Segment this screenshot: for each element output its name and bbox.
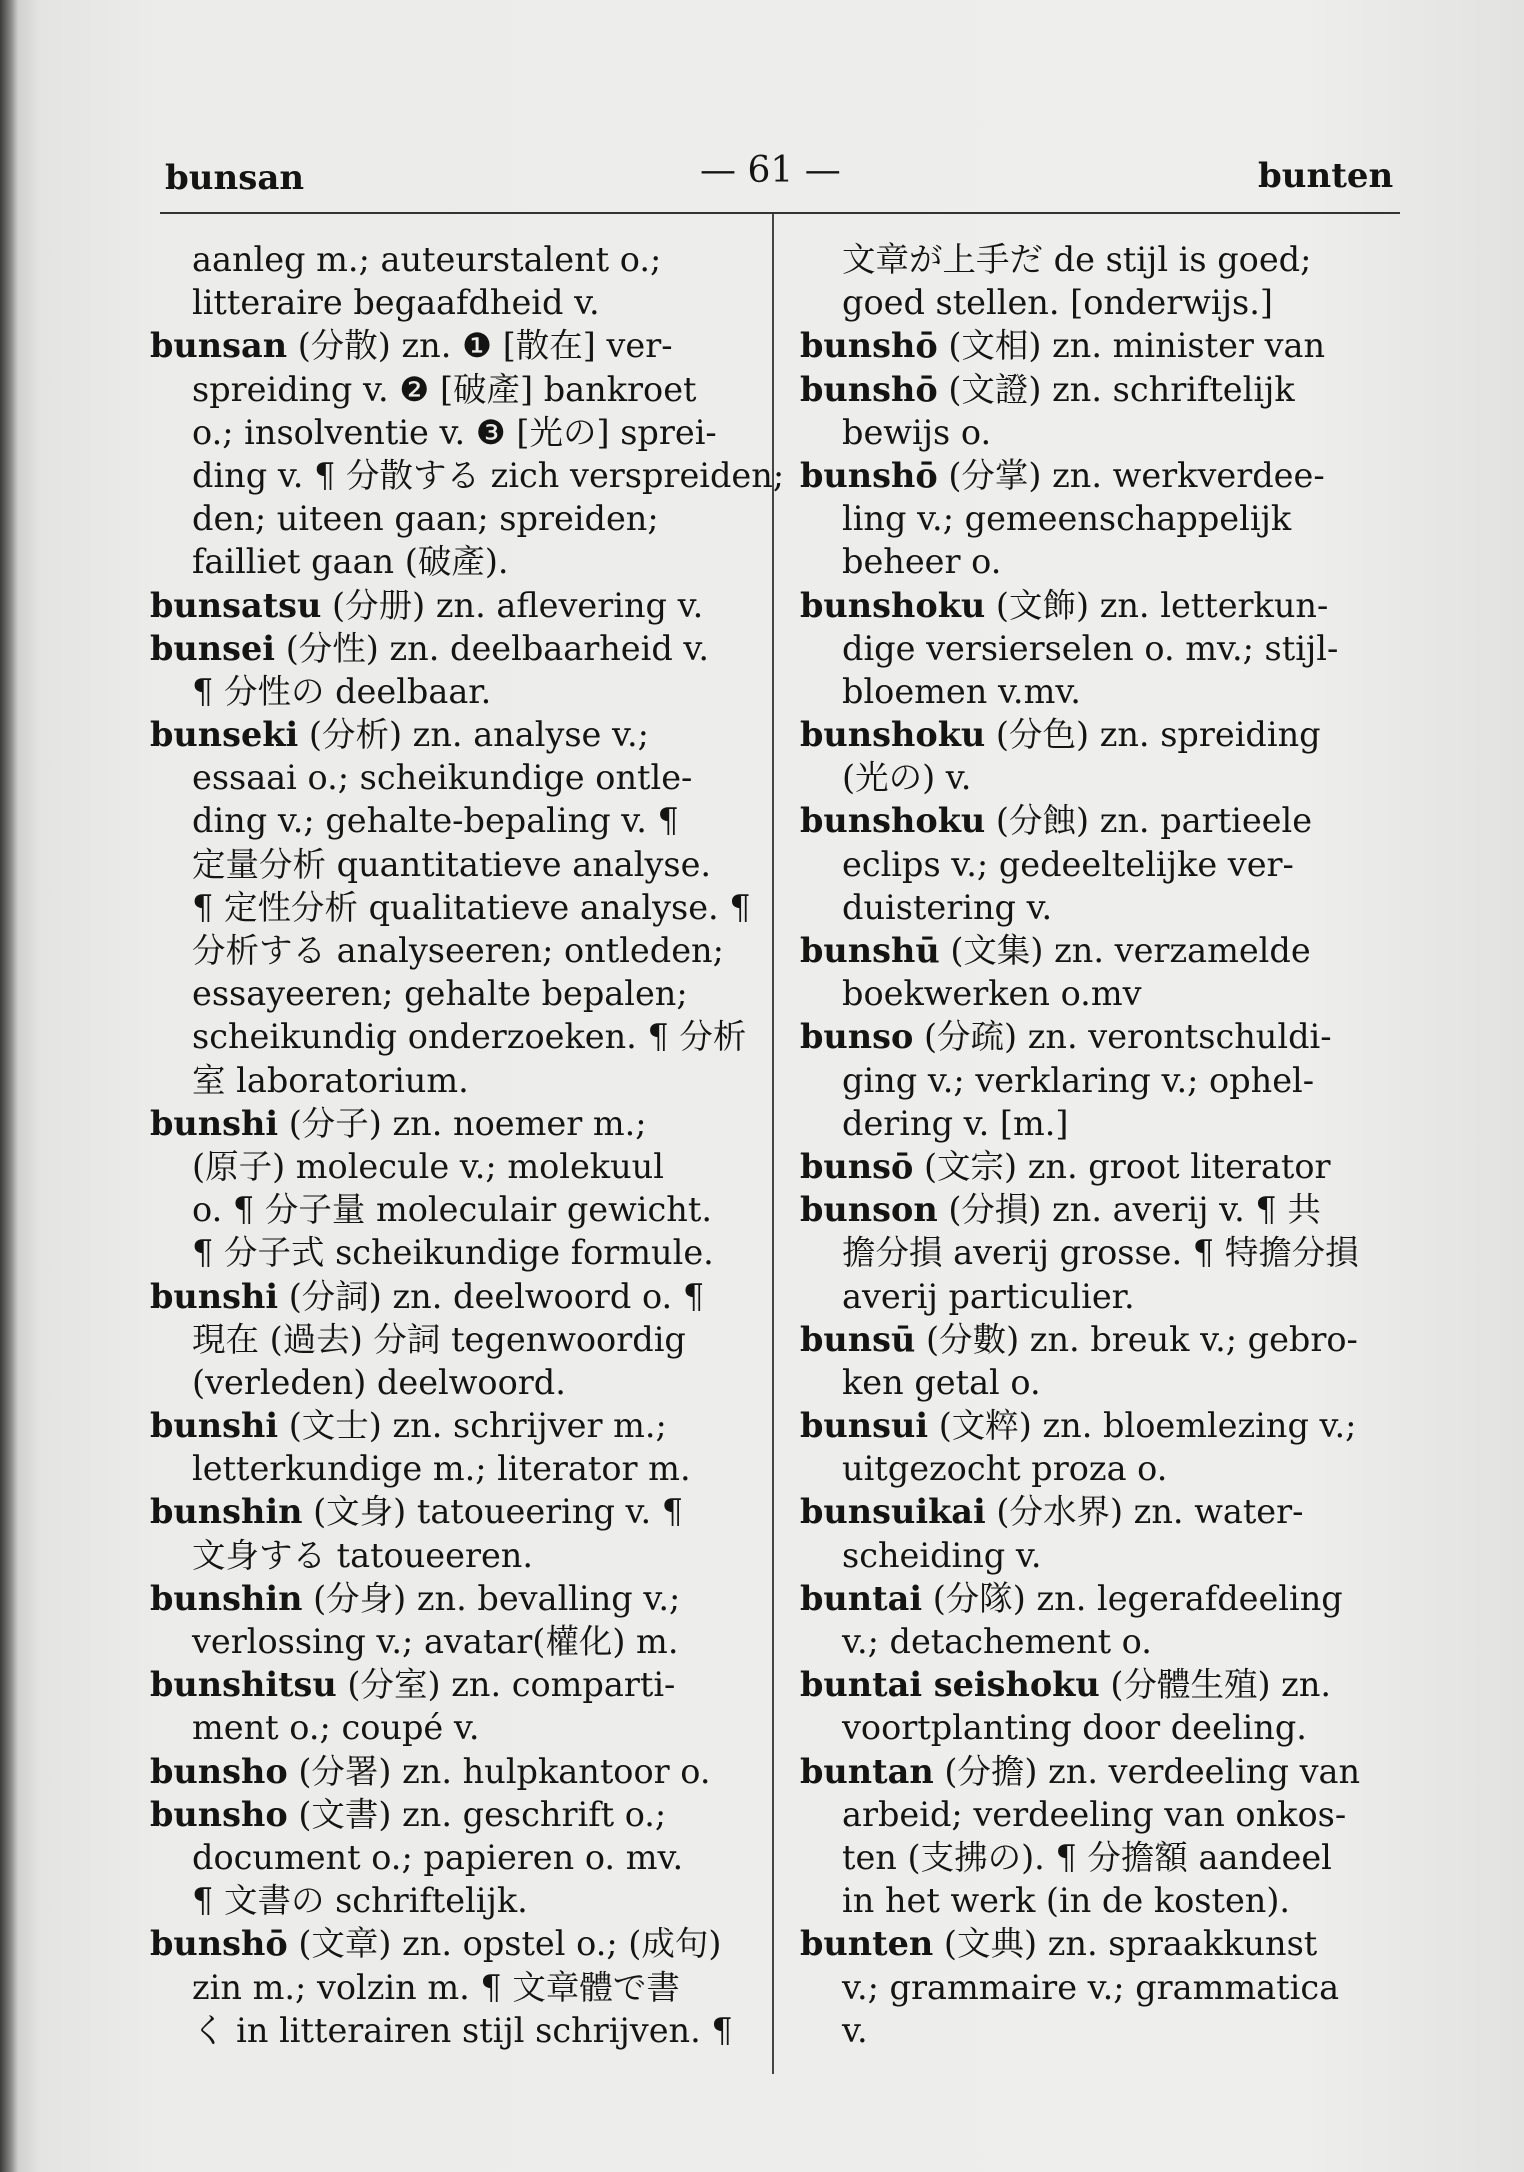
entry-continuation-line (800, 540, 1400, 583)
entry-text: 擔分損 averij grosse. ¶ 特擔分損 (842, 1233, 1359, 1273)
entry-text: ¶ 定性分析 qualitatieve analyse. ¶ (192, 887, 751, 927)
entry-headword: bunshoku (800, 801, 986, 841)
entry-line (150, 1275, 750, 1318)
entry-text: scheiding v. (842, 1535, 1042, 1575)
entry-line (150, 1490, 750, 1533)
right-running-headword: bunten (1258, 156, 1394, 196)
entry-text: (verleden) deelwoord. (192, 1362, 566, 1402)
entry-headword: bunshin (150, 1578, 303, 1618)
entry-text: (分損) zn. averij v. ¶ 共 (937, 1190, 1321, 1230)
entry-line (150, 584, 750, 627)
entry-text: (文身) tatoueering v. ¶ (302, 1492, 684, 1532)
entry-headword: bunsei (150, 628, 276, 668)
entry-text: bewijs o. (842, 412, 992, 452)
entry-headword: bunson (800, 1190, 938, 1230)
entry-line (800, 1750, 1400, 1793)
entry-text: verlossing v.; avatar(權化) m. (192, 1622, 679, 1661)
entry-headword: bunshō (150, 1924, 288, 1964)
entry-line (150, 1793, 750, 1836)
entry-text: 文章が上手だ de stijl is goed; (842, 240, 1312, 279)
entry-line (150, 324, 750, 367)
entry-line (800, 454, 1400, 497)
entry-text: (文相) zn. minister van (937, 326, 1326, 366)
entry-text: (文書) zn. geschrift o.; (287, 1794, 667, 1834)
entry-continuation-line (150, 497, 750, 540)
entry-text: (分散) zn. ❶ [散在] ver- (287, 326, 673, 366)
entry-text: ten (支拂の). ¶ 分擔額 aandeel (842, 1837, 1332, 1877)
entry-continuation-line (800, 1966, 1400, 2009)
entry-text: ding v.; gehalte-bepaling v. ¶ (192, 801, 679, 841)
entry-headword: bunshitsu (150, 1665, 337, 1705)
entry-text: essayeeren; gehalte bepalen; (192, 974, 688, 1014)
entry-line (150, 1663, 750, 1706)
entry-continuation-line (150, 1231, 750, 1274)
entry-line (800, 1490, 1400, 1533)
entry-line (150, 1750, 750, 1793)
entry-headword: bunsō (800, 1146, 914, 1186)
entry-continuation-line (150, 540, 750, 583)
entry-text: ging v.; verklaring v.; ophel- (842, 1060, 1315, 1100)
entry-text: (分身) zn. bevalling v.; (302, 1578, 681, 1618)
entry-text: boekwerken o.mv (842, 974, 1142, 1014)
entry-headword: bunshi (150, 1276, 279, 1316)
entry-headword: buntai (800, 1578, 923, 1618)
entry-line (800, 1404, 1400, 1447)
entry-text: v. (842, 2010, 868, 2050)
entry-headword: bunshō (800, 455, 938, 495)
entry-text: (分析) zn. analyse v.; (298, 715, 649, 755)
entry-text: 分析する analyseeren; ontleden; (192, 931, 724, 970)
entry-line (800, 368, 1400, 411)
entry-text: ¶ 分子式 scheikundige formule. (192, 1233, 714, 1273)
entry-continuation-line (800, 497, 1400, 540)
entry-headword: bunsan (150, 326, 288, 366)
entry-text: eclips v.; gedeeltelijke ver- (842, 844, 1294, 884)
entry-continuation-line (150, 1318, 750, 1361)
entry-line (800, 584, 1400, 627)
left-column (150, 238, 785, 2052)
entry-continuation-line (800, 411, 1400, 454)
entry-headword: bunsho (150, 1751, 288, 1791)
entry-text: dige versierselen o. mv.; stijl- (842, 628, 1339, 668)
entry-continuation-line (150, 1706, 750, 1749)
entry-text: v.; grammaire v.; grammatica (842, 1967, 1340, 2007)
entry-line (150, 1404, 750, 1447)
entry-text: (光の) v. (842, 758, 972, 798)
entry-continuation-line (800, 238, 1400, 281)
entry-text: く in litterairen stijl schrijven. ¶ (192, 2010, 733, 2050)
entry-text: den; uiteen gaan; spreiden; (192, 499, 659, 539)
entry-continuation-line (800, 1836, 1400, 1879)
entry-text: (分疏) zn. verontschuldi- (913, 1017, 1332, 1057)
entry-continuation-line (800, 1879, 1400, 1922)
entry-continuation-line (800, 281, 1400, 324)
entry-continuation-line (150, 1879, 750, 1922)
entry-line (800, 1188, 1400, 1231)
entry-text: v.; detachement o. (842, 1622, 1152, 1661)
entry-continuation-line (800, 1447, 1400, 1490)
entry-text: ling v.; gemeenschappelijk (842, 499, 1292, 539)
entry-headword: bunsū (800, 1319, 916, 1359)
entry-headword: bunshō (800, 369, 938, 409)
entry-continuation-line (800, 1620, 1400, 1663)
entry-text: (文證) zn. schriftelijk (937, 369, 1295, 409)
entry-continuation-line (800, 1793, 1400, 1836)
entry-headword: buntan (800, 1751, 934, 1791)
entry-continuation-line (800, 670, 1400, 713)
entry-line (800, 1663, 1400, 1706)
entry-text: dering v. [m.] (842, 1103, 1069, 1143)
entry-continuation-line (150, 1966, 750, 2009)
entry-continuation-line (800, 1275, 1400, 1318)
entry-text: (文典) zn. spraakkunst (933, 1924, 1318, 1964)
entry-continuation-line (800, 1534, 1400, 1577)
entry-line (800, 799, 1400, 842)
book-spine-shadow (0, 0, 18, 2172)
entry-continuation-line (800, 1231, 1400, 1274)
entry-text: 文身する tatoueeren. (192, 1535, 534, 1575)
entry-headword: bunshoku (800, 585, 986, 625)
entry-continuation-line (150, 1059, 750, 1102)
entry-continuation-line (800, 1361, 1400, 1404)
entry-text: averij particulier. (842, 1276, 1135, 1316)
entry-continuation-line (150, 756, 750, 799)
entry-continuation-line (800, 886, 1400, 929)
entry-continuation-line (150, 368, 750, 411)
right-column (800, 238, 1400, 2052)
entry-headword: bunsatsu (150, 585, 322, 625)
entry-text: document o.; papieren o. mv. (192, 1837, 684, 1877)
entry-text: (分體生殖) zn. (1099, 1665, 1332, 1705)
entry-continuation-line (800, 1706, 1400, 1749)
entry-text: (分册) zn. aflevering v. (321, 585, 704, 625)
entry-text: (分室) zn. comparti- (336, 1665, 676, 1705)
entry-text: failliet gaan (破產). (192, 542, 509, 582)
entry-text: bloemen v.mv. (842, 671, 1081, 711)
entry-headword: bunten (800, 1924, 934, 1964)
entry-continuation-line (150, 1836, 750, 1879)
entry-line (150, 627, 750, 670)
entry-headword: bunshū (800, 931, 940, 970)
entry-headword: buntai seishoku (800, 1665, 1100, 1705)
entry-text: (分蝕) zn. partieele (985, 801, 1313, 841)
entry-continuation-line (150, 1145, 750, 1188)
entry-continuation-line (150, 886, 750, 929)
entry-text: (分擔) zn. verdeeling van (933, 1751, 1361, 1791)
entry-text: voortplanting door deeling. (842, 1708, 1307, 1748)
entry-continuation-line (150, 929, 750, 972)
entry-text: 現在 (過去) 分詞 tegenwoordig (192, 1319, 686, 1359)
entry-line (800, 1145, 1400, 1188)
entry-line (150, 713, 750, 756)
entry-continuation-line (150, 670, 750, 713)
entry-line (800, 324, 1400, 367)
entry-text: (分性) zn. deelbaarheid v. (275, 628, 710, 668)
entry-continuation-line (800, 756, 1400, 799)
entry-text: ¶ 文書の schriftelijk. (192, 1881, 528, 1921)
entry-text: (文集) zn. verzamelde (939, 931, 1311, 970)
entry-text: essaai o.; scheikundige ontle- (192, 758, 693, 798)
entry-continuation-line (150, 1447, 750, 1490)
entry-text: ment o.; coupé v. (192, 1708, 480, 1748)
entry-text: ¶ 分性の deelbaar. (192, 671, 492, 711)
entry-text: (分水界) zn. water- (985, 1492, 1304, 1532)
entry-text: 室 laboratorium. (192, 1060, 469, 1100)
entry-continuation-line (800, 627, 1400, 670)
entry-text: 定量分析 quantitatieve analyse. (192, 844, 712, 884)
entry-continuation-line (150, 1361, 750, 1404)
entry-headword: bunsho (150, 1794, 288, 1834)
entry-line (800, 713, 1400, 756)
entry-headword: bunshin (150, 1492, 303, 1532)
entry-headword: bunshi (150, 1103, 279, 1143)
entry-text: o. ¶ 分子量 moleculair gewicht. (192, 1190, 712, 1230)
entry-text: o.; insolventie v. ❸ [光の] sprei- (192, 412, 717, 452)
entry-text: (文宗) zn. groot literator (913, 1146, 1331, 1186)
entry-line (150, 1577, 750, 1620)
entry-line (800, 1318, 1400, 1361)
entry-continuation-line (150, 799, 750, 842)
entry-text: in het werk (in de kosten). (842, 1881, 1291, 1921)
entry-text: uitgezocht proza o. (842, 1449, 1168, 1489)
entry-continuation-line (800, 1059, 1400, 1102)
entry-continuation-line (150, 843, 750, 886)
entry-continuation-line (800, 2009, 1400, 2052)
entry-text: (文粹) zn. bloemlezing v.; (928, 1406, 1357, 1446)
entry-line (800, 1015, 1400, 1058)
page-header (0, 150, 1524, 210)
entry-text: duistering v. (842, 887, 1053, 927)
entry-text: ding v. ¶ 分散する zich verspreiden; (192, 455, 785, 495)
left-running-headword: bunsan (165, 158, 305, 198)
entry-headword: bunshi (150, 1406, 279, 1446)
entry-text: (分數) zn. breuk v.; gebro- (915, 1319, 1358, 1359)
entry-continuation-line (150, 454, 785, 497)
entry-line (800, 929, 1400, 972)
entry-text: (分子) zn. noemer m.; (278, 1103, 647, 1143)
entry-text: (分掌) zn. werkverdee- (937, 455, 1325, 495)
entry-line (800, 1922, 1400, 1965)
header-rule (160, 212, 1400, 214)
entry-continuation-line (150, 411, 750, 454)
entry-headword: bunshoku (800, 715, 986, 755)
entry-headword: bunsuikai (800, 1492, 986, 1532)
entry-continuation-line (800, 972, 1400, 1015)
entry-text: litteraire begaafdheid v. (192, 283, 600, 323)
entry-headword: bunsui (800, 1406, 929, 1446)
entry-continuation-line (150, 1015, 750, 1058)
entry-headword: bunshō (800, 326, 938, 366)
entry-text: arbeid; verdeeling van onkos- (842, 1794, 1347, 1834)
entry-headword: bunseki (150, 715, 299, 755)
entry-line (150, 1102, 750, 1145)
entry-continuation-line (150, 238, 750, 281)
entry-continuation-line (150, 1534, 750, 1577)
entry-text: scheikundig onderzoeken. ¶ 分析 (192, 1017, 747, 1057)
entry-text: ken getal o. (842, 1362, 1041, 1402)
entry-text: (文士) zn. schrijver m.; (278, 1406, 667, 1446)
entry-continuation-line (150, 1620, 750, 1663)
entry-continuation-line (150, 2009, 750, 2052)
entry-text: (分詞) zn. deelwoord o. ¶ (278, 1276, 705, 1316)
entry-continuation-line (150, 1188, 750, 1231)
page-number: — 61 — (700, 150, 841, 191)
entry-text: (文章) zn. opstel o.; (成句) (287, 1924, 722, 1964)
entry-continuation-line (800, 1102, 1400, 1145)
entry-continuation-line (800, 843, 1400, 886)
entry-text: (原子) molecule v.; molekuul (192, 1146, 664, 1186)
entry-text: aanleg m.; auteurstalent o.; (192, 240, 662, 279)
entry-line (150, 1922, 750, 1965)
entry-text: goed stellen. [onderwijs.] (842, 283, 1273, 323)
entry-text: beheer o. (842, 542, 1002, 582)
entry-text: (分色) zn. spreiding (985, 715, 1321, 755)
entry-text: letterkundige m.; literator m. (192, 1449, 691, 1489)
entry-text: (分署) zn. hulpkantoor o. (287, 1751, 711, 1791)
entry-line (800, 1577, 1400, 1620)
entry-text: zin m.; volzin m. ¶ 文章體で書 (192, 1967, 680, 2007)
entry-headword: bunso (800, 1017, 914, 1057)
entry-text: (分隊) zn. legerafdeeling (922, 1578, 1343, 1618)
entry-text: (文飾) zn. letterkun- (985, 585, 1329, 625)
entry-text: spreiding v. ❷ [破產] bankroet (192, 369, 697, 409)
entry-continuation-line (150, 972, 750, 1015)
entry-continuation-line (150, 281, 750, 324)
